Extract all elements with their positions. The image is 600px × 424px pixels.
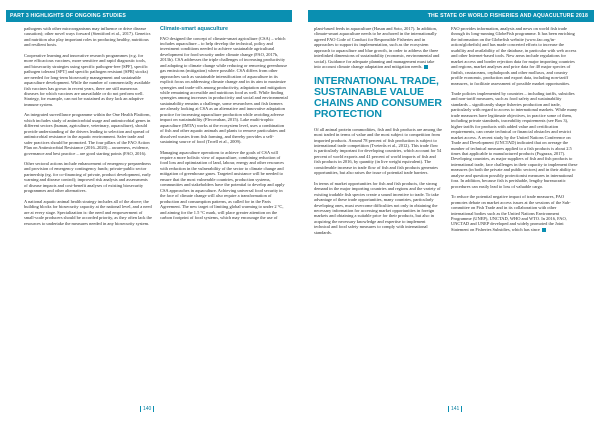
paragraph	[451, 194, 579, 232]
running-header-right	[308, 10, 594, 22]
running-header-left	[6, 10, 292, 22]
page-number-text: 141	[451, 406, 460, 412]
paragraph-text: To reduce the potential negative impact of trade measures, FAO promotes debate on market access issues at the sessions of the Sub-committee on Fish Trade and in its collaboration with other international bodies such as the United Nations Environment Programme (UNEP), UNCTAD, WHO and WTO. In 2016, FAO, UNCTAD and UNEP developed and widely promoted the Joint Statement on Fisheries Subsidies, which has since	[451, 194, 571, 232]
paragraph: FAO designed the concept of climate-smart agriculture (CSA) – which includes aquaculture – to help develop the technical, policy and investment conditions needed to achieve sustainable agricultural development for food security under climate change (FAO, 2017b, 2013b). CSA addresses the triple challenges of increasing productivity and adapting to climate change while reducing or removing greenhouse gas emissions (mitigation) where possible. CSA differs from other approaches such as sustainable intensification of aquaculture in its explicit focus on addressing climate change and in its aim to maximize synergies and trade-offs among productivity, adaptation and mitigation while remaining accessible and nutritious food as well. While finding synergies among increases in productivity and social and environmental sustainability remains a challenge, some researchers and fish farmers are already looking at CSA as an alternative and innovative adaptation practice for increasing aquaculture production while avoiding adverse impact on sustainability (Flecovahan, 2015). Lake multi-trophic aquaculture (IMTA) works at the ecosystem level, uses a combination of fish and other aquatic animals and plants to remove particulates and dissolved wastes from fish farming, and thereby provides a self-sustaining source of food (Troell et al., 2009).	[160, 35, 288, 145]
paragraph: A national aquatic animal health strategy includes all of the above; the building blocks for biosecurity capacity at the national level, and a need are at every stage. Specialization is: the need and empowerment of small-scale producers should be accorded priority, as they often lack the resources to undertake the measures needed in any biosecurity system.	[24, 198, 152, 226]
page-number-bar	[140, 406, 141, 412]
column-4	[451, 26, 579, 237]
paragraph: Other sectoral actions include enhancement of emergency preparedness and provision of emergency contingency funds; private-public sector partnership (eg. for co-financing of private, product development, early warning and disease control); improved risk analysis and assessments of disease impacts and cost-benefit analyses of existing biosecurity programmes and other alternatives.	[24, 160, 151, 194]
continue-marker	[542, 228, 546, 232]
section-end-marker	[424, 65, 428, 69]
paragraph: Managing aquaculture operations to achieve the goals of CSA will require a more holistic view of aquaculture, combining reduction of food loss and optimization of land, labour, energy and other resources with reduction in the vulnerability of the sector to climate change and mitigation of greenhouse gases. Targeted assistance will be needed to ensure that the most vulnerable countries, production systems, communities and stakeholders have the potential to develop and apply CSA approaches in aquaculture. Achieving universal food security in the face of climate change will also require a transformation of production and consumption patterns, as called for in the Paris Agreement. The new target of limiting global warming to under 2 °C, and aiming for the 1.5 °C mark, will place greater attention on the carbon footprint of food systems, which may encourage the use of	[160, 149, 285, 220]
paragraph: Of all animal protein commodities, fish and fish products are among the most traded in terms of value and the most subject to competition from imported products. Around 78 percent of fish production is subject to international trade competition (Tveterås et al., 2012). This trade flow is particularly important for developing countries, which account for 54 percent of world exports and 41 percent of world imports of fish and fish products in 2016, by quantity (in live weight equivalent). The considerable increase in trade flow of fish and fish products generates opportunities, but also raises the issue of potential trade barriers.	[314, 126, 442, 176]
paragraph	[314, 26, 442, 70]
paragraph-text: plant-based feeds in aquaculture (Hasan and Soto, 2017). In addition, climate-smart aquaculture needs to be anchored in the internationally agreed FAO Code of Conduct for Responsible Fisheries and in approaches to support its implementation, such as the ecosystem approach to aquaculture and blue growth, in order to address the three interlinked dimensions of sustainability (economic, environmental and social). Guidance for adequate planning and management must take into account climate change adaptation and mitigation needs.	[314, 26, 440, 70]
section-title: INTERNATIONAL TRADE, SUSTAINABLE VALUE CHAINS AND CONSUMER PROTECTION	[314, 74, 442, 120]
column-1	[24, 26, 152, 231]
subsection-heading: Climate-smart aquaculture	[160, 26, 229, 32]
running-header-left-text: PART 3 HIGHLIGHTS OF ONGOING STUDIES	[10, 13, 126, 19]
page-number-text: 140	[143, 406, 152, 412]
page-number-bar	[461, 406, 462, 412]
column-3	[314, 26, 442, 240]
paragraph: Cooperative learning and innovative research programmes (e.g. for more efficacious vaccines, more sensitive and rapid diagnostic tools, and biosecurity strategies using specific pathogen-free [SPF], specific pathogen tolerant [SPT] and specific pathogen resistant [SPR] stocks) are needed for long-term biosecurity management and sustainable aquaculture development. While the number of commercially available fish vaccines has grown in recent years, there are still numerous diseases for which vaccines are unavailable or do not perform well. Strategy, for example, can not be sustained as they lack an adaptive immune system.	[24, 52, 151, 107]
paragraph: An integrated surveillance programme within the One Health Platform, which includes study of antimicrobial usage and antimicrobial genes in different sectors (human, agriculture, veterinary, aquaculture), should provide understanding of the drivers leading to selection and spread of antimicrobial resistance in the aquatic environment. Safer trade and safer practices should be promoted. The four pillars of the FAO Action Plan on Antimicrobial Resistance (2016–2020) – awareness, evidence, governance and best practice – are good starting points (FAO, 2016).	[24, 112, 151, 156]
page-number-left	[140, 406, 154, 412]
page-number-bar	[448, 406, 449, 412]
paragraph: pathogens with other microorganisms may influence or drive disease causation); other novel ways forward (Stentiford et al., 2017). Genetics and nutrition also play important roles in producing healthy, nutritious and resilient hosts.	[24, 26, 151, 48]
running-header-right-text: THE STATE OF WORLD FISHERIES AND AQUACULTURE 2018	[427, 13, 588, 19]
paragraph: FAO provides information, analysis and news on world fish trade through its long-running GlobeFish programme. It has been enriching the information on the Globefish website (www.fao.org/in-action/globefish) and has made concerted efforts to increase the usability and availability of the database, in particular with web access and other Internet-based tools. New areas include regulations for market access and border rejection data for major importing countries and regions, market analyses and price data for 40 major species of finfish, crustaceans, cephalopods and other molluscs, and country profile economic, production and export data, including non-tariff measures, to facilitate assessment of possible market opportunities.	[451, 26, 577, 86]
paragraph: In terms of market opportunities for fish and fish products, the strong demand in the major importing countries and regions and the variety of existing tradable fish species create a sound incentive to trade. To take advantage of these trade opportunities, many countries, particularly developing ones, must overcome difficulties not only in obtaining the necessary information for accessing market opportunities in foreign markets and obtaining a suitable price for their products, but also in acquiring the necessary knowledge and expertise to implement technical and food safety measures to comply with international standards.	[314, 180, 441, 235]
paragraph: Trade policies implemented by countries – including tariffs, subsidies and non-tariff measures, such as food safety and sustainability standards – significantly shape fisheries production and trade, particularly with regard to access to international markets. While many trade measures have legitimate objectives, in practice some of them, including private standards, traceability requirements (see Box 3), higher tariffs for products with added value and certification requirements, can create technical or financial obstacles and restrict market access. A recent study by the United Nations Conference on Trade and Development (UNCTAD) indicated that on average the number of technical measures applied to a fish products is about 2.5 times that applicable to manufactured products (Fugazza, 2017). Developing countries, as major suppliers of fish and fish products to international trade, face challenges in their capacity to implement these measures (in both the private and public sectors) and in their ability to analyse and question possibly protectionist measures in international fora. In addition, because fish is perishable, lengthy bureaucratic procedures can easily lead to loss of valuable cargo.	[451, 90, 578, 189]
column-2	[160, 26, 288, 225]
page-number-bar	[153, 406, 154, 412]
page-number-right	[448, 406, 462, 412]
